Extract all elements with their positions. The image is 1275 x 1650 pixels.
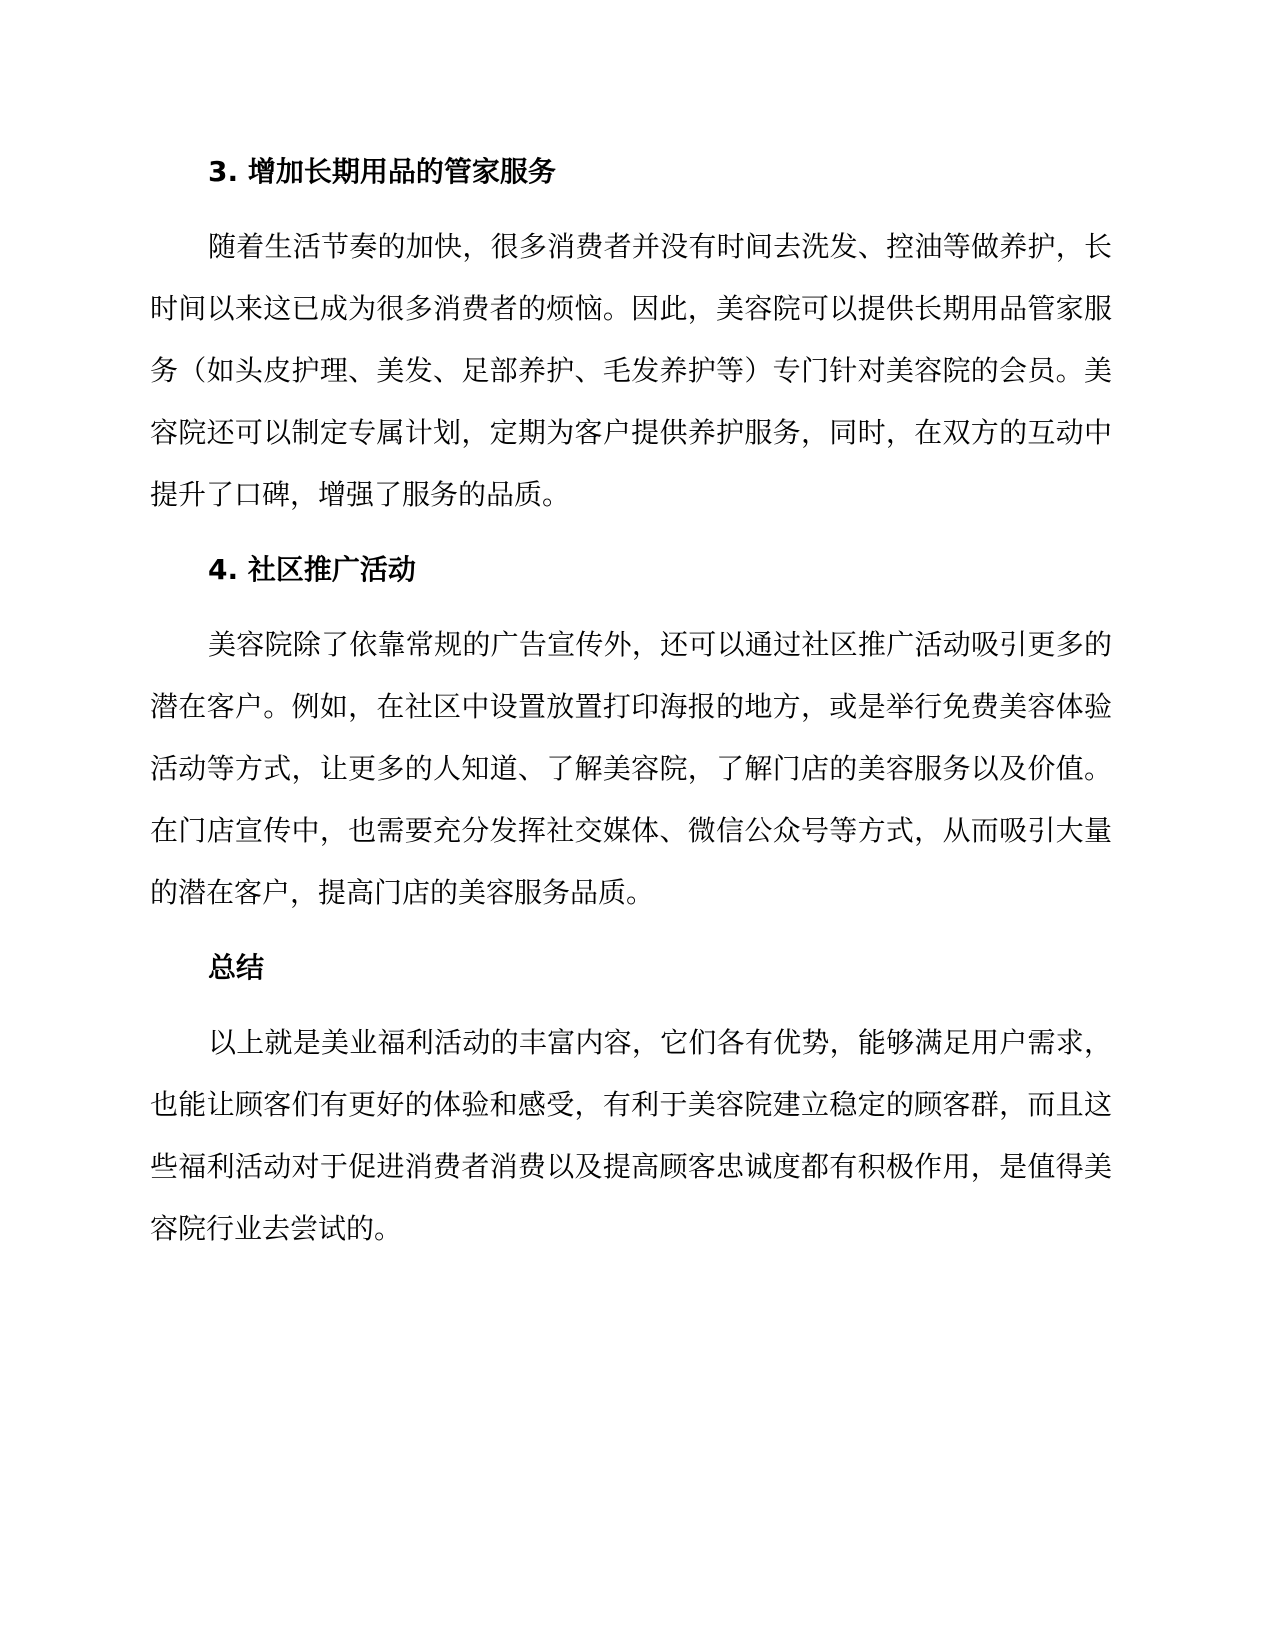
section-paragraph-summary: 以上就是美业福利活动的丰富内容，它们各有优势，能够满足用户需求，也能让顾客们有更好的体验和感受，有利于美容院建立稳定的顾客群，而且这些福利活动对于促进消费者消费以及提高顾客忠诚度都有积极作用，是值得美容院行业去尝试的。 bbox=[150, 1026, 1112, 1245]
section-heading-butler-service: 3. 增加长期用品的管家服务 bbox=[208, 155, 556, 188]
section-paragraph-community-promotion: 美容院除了依靠常规的广告宣传外，还可以通过社区推广活动吸引更多的潜在客户。例如，在社区中设置放置打印海报的地方，或是举行免费美容体验活动等方式，让更多的人知道、了解美容院，了解门店的美容服务以及价值。在门店宣传中，也需要充分发挥社交媒体、微信公众号等方式，从而吸引大量的潜在客户，提高门店的美容服务品质。 bbox=[150, 628, 1112, 909]
section-heading-community-promotion: 4. 社区推广活动 bbox=[208, 553, 416, 586]
section-paragraph-butler-service: 随着生活节奏的加快，很多消费者并没有时间去洗发、控油等做养护，长时间以来这已成为很多消费者的烦恼。因此，美容院可以提供长期用品管家服务（如头皮护理、美发、足部养护、毛发养护等）专门针对美容院的会员。美容院还可以制定专属计划，定期为客户提供养护服务，同时，在双方的互动中提升了口碑，增强了服务的品质。 bbox=[150, 230, 1112, 511]
document-body bbox=[150, 146, 1112, 1278]
section-heading-summary: 总结 bbox=[208, 951, 265, 984]
